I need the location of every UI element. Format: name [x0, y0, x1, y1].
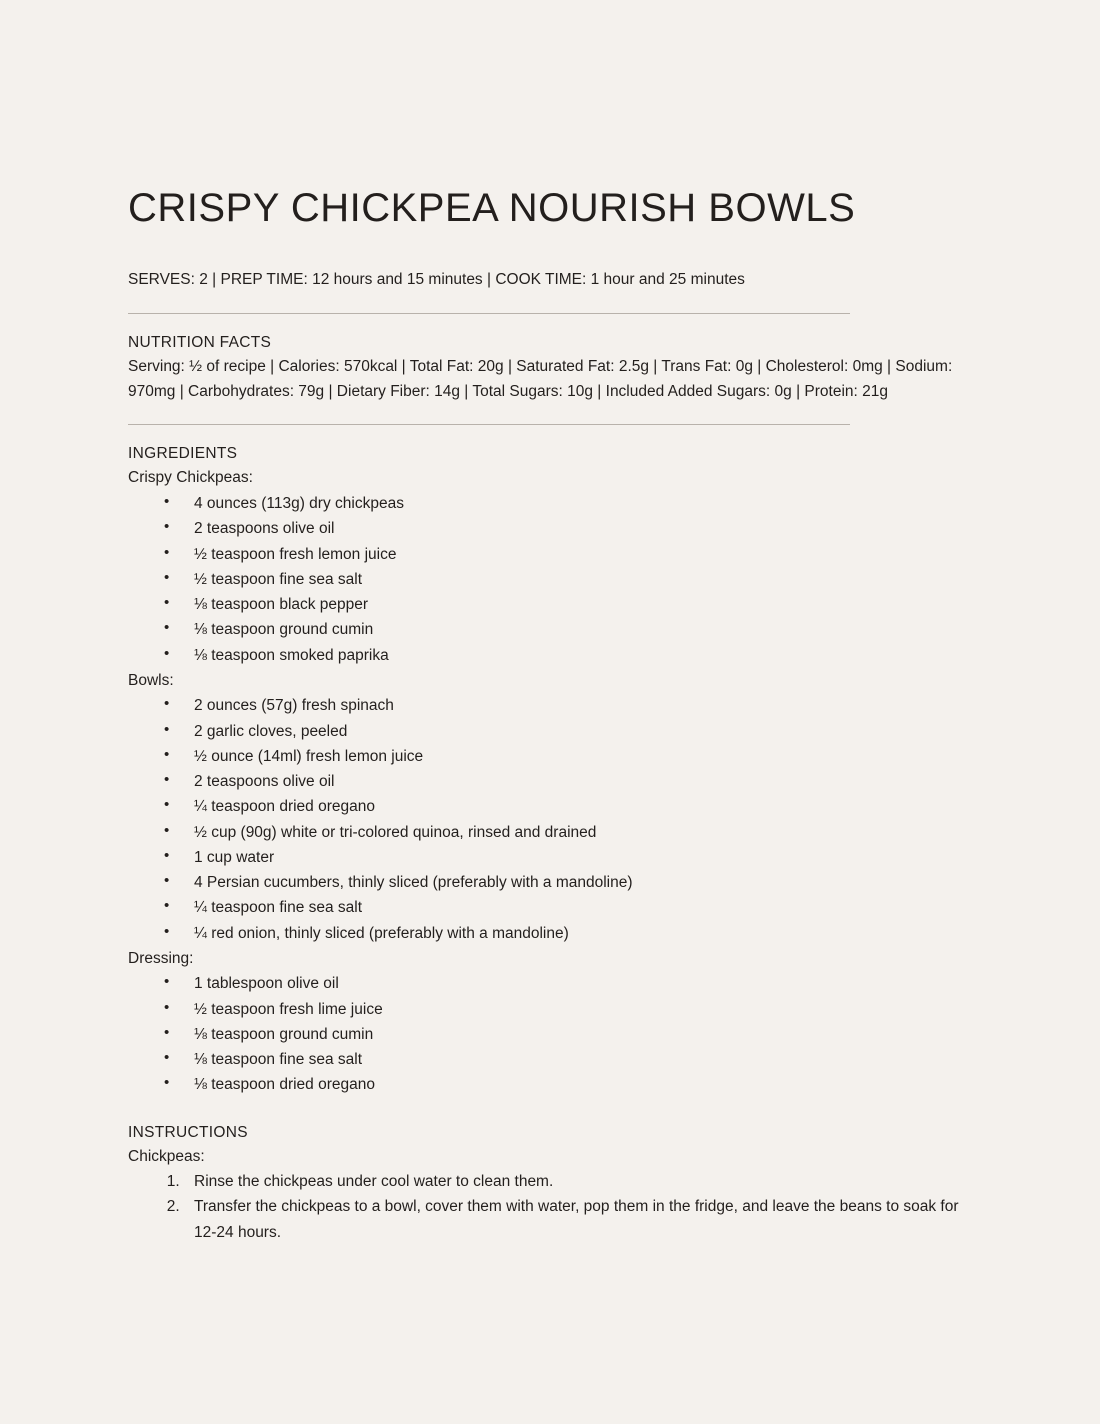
recipe-meta: SERVES: 2 | PREP TIME: 12 hours and 15 minutes | COOK TIME: 1 hour and 25 minutes [128, 271, 745, 288]
ingredients-list-bowls [128, 693, 976, 946]
list-item: • ¼ teaspoon dried oregano [164, 794, 976, 819]
list-item: • ½ teaspoon fresh lemon juice [164, 542, 976, 567]
list-item: 2. Transfer the chickpeas to a bowl, cover them with water, pop them in the fridge, and leave the beans to soak for 12-24 hours. [184, 1194, 964, 1245]
divider-top [128, 313, 850, 314]
list-item: 1. Rinse the chickpeas under cool water to clean them. [184, 1169, 964, 1194]
list-item: • 4 ounces (113g) dry chickpeas [164, 491, 976, 516]
ingredients-heading: INGREDIENTS [128, 445, 238, 463]
list-item: • ⅛ teaspoon smoked paprika [164, 643, 976, 668]
list-item: • ½ ounce (14ml) fresh lemon juice [164, 744, 976, 769]
list-item: • 2 teaspoons olive oil [164, 769, 976, 794]
list-item: • ⅛ teaspoon ground cumin [164, 617, 976, 642]
list-item: • ⅛ teaspoon ground cumin [164, 1022, 976, 1047]
list-item: • 4 Persian cucumbers, thinly sliced (preferably with a mandoline) [164, 870, 976, 895]
list-item: • 1 cup water [164, 845, 976, 870]
nutrition-body: Serving: ½ of recipe | Calories: 570kcal | Total Fat: 20g | Saturated Fat: 2.5g | Trans Fat: 0g | Cholesterol: 0mg | Sodium: 970mg | Carbohydrates: 79g | Dietary Fiber: 14g | Total Sugars: 10g | Included Added Sugars: 0g | Protein: 21g [128, 358, 953, 401]
nutrition-heading: NUTRITION FACTS [128, 334, 272, 352]
list-item: • 2 garlic cloves, peeled [164, 719, 976, 744]
ingredients-section [128, 445, 976, 1097]
list-item: • ¼ teaspoon fine sea salt [164, 895, 976, 920]
ingredients-group-label: Crispy Chickpeas: [128, 469, 253, 487]
nutrition-section [128, 334, 976, 404]
list-item: • ⅛ teaspoon dried oregano [164, 1072, 976, 1097]
list-item: • ¼ red onion, thinly sliced (preferably with a mandoline) [164, 921, 976, 946]
list-item: • ½ teaspoon fine sea salt [164, 567, 976, 592]
list-item: • ½ cup (90g) white or tri-colored quinoa, rinsed and drained [164, 820, 976, 845]
list-item: • 2 ounces (57g) fresh spinach [164, 693, 976, 718]
divider-bottom [128, 424, 850, 425]
ingredients-group-label: Bowls: [128, 671, 174, 689]
ingredients-list-crispy-chickpeas [128, 491, 976, 668]
list-item: • 2 teaspoons olive oil [164, 516, 976, 541]
ingredients-list-dressing [128, 971, 976, 1097]
ingredients-group-label: Dressing: [128, 949, 194, 967]
instructions-list-chickpeas [128, 1169, 976, 1245]
list-item: • ⅛ teaspoon fine sea salt [164, 1047, 976, 1072]
list-item: • ½ teaspoon fresh lime juice [164, 997, 976, 1022]
list-item: • ⅛ teaspoon black pepper [164, 592, 976, 617]
page-title: CRISPY CHICKPEA NOURISH BOWLS [128, 186, 856, 230]
instructions-section [128, 1124, 976, 1245]
instructions-heading: INSTRUCTIONS [128, 1123, 248, 1141]
list-item: • 1 tablespoon olive oil [164, 971, 976, 996]
instructions-group-label: Chickpeas: [128, 1147, 205, 1165]
